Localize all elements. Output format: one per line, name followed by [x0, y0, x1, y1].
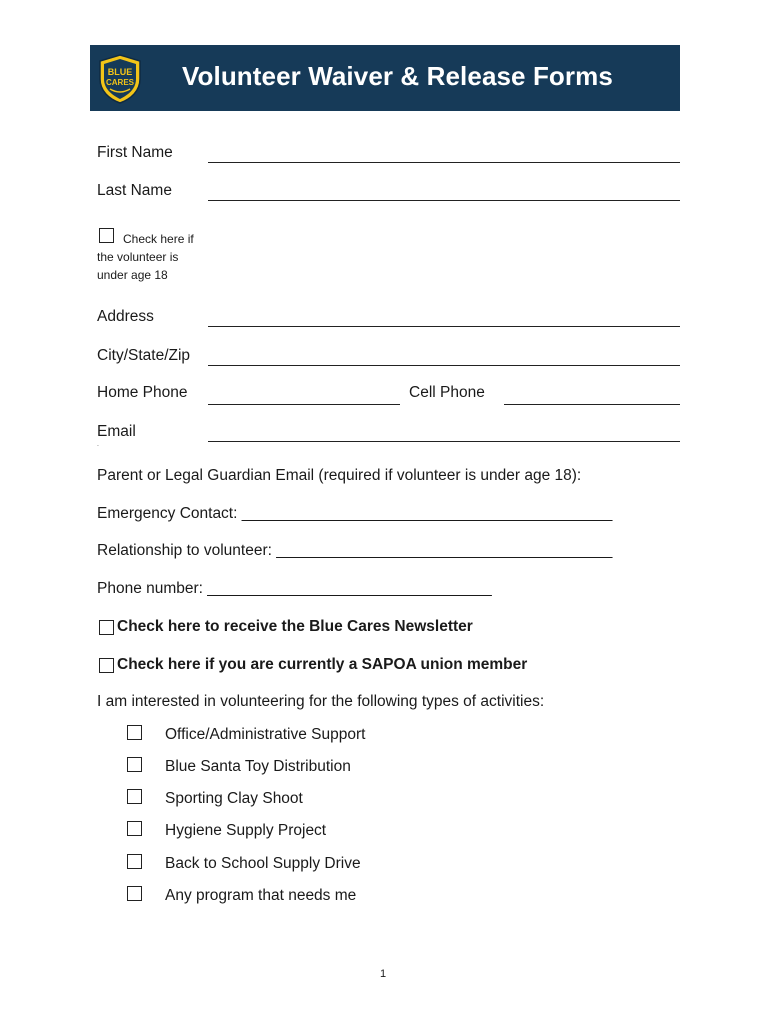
home-phone-field[interactable] [208, 404, 400, 405]
last-name-label: Last Name [97, 182, 172, 199]
activity-checkbox-blue-santa[interactable] [127, 757, 142, 772]
under-18-label-line1: Check here if [123, 232, 194, 246]
relationship-field[interactable]: Relationship to volunteer: _______________________________________ [97, 542, 613, 559]
activity-label-any-program: Any program that needs me [165, 887, 357, 904]
first-name-field[interactable] [208, 162, 680, 163]
page-title: Volunteer Waiver & Release Forms [182, 61, 613, 91]
cell-phone-label: Cell Phone [409, 384, 485, 401]
cell-phone-field[interactable] [504, 404, 680, 405]
activity-checkbox-office[interactable] [127, 725, 142, 740]
address-field[interactable] [208, 326, 680, 327]
activity-label-office: Office/Administrative Support [165, 726, 366, 743]
phone-number-field[interactable]: Phone number: _________________________________ [97, 580, 492, 597]
under-18-label-line3: under age 18 [97, 268, 168, 282]
header-banner [90, 45, 680, 111]
address-label: Address [97, 308, 154, 325]
under-18-checkbox[interactable] [99, 228, 114, 243]
city-state-zip-label: City/State/Zip [97, 347, 191, 364]
city-state-zip-field[interactable] [208, 365, 680, 366]
page-number: 1 [380, 968, 387, 980]
home-phone-label: Home Phone [97, 384, 188, 401]
newsletter-checkbox[interactable] [99, 620, 114, 635]
union-member-checkbox[interactable] [99, 658, 114, 673]
activities-intro: I am interested in volunteering for the following types of activities: [97, 693, 545, 710]
emergency-contact-field[interactable]: Emergency Contact: ___________________________________________ [97, 505, 613, 522]
first-name-label: First Name [97, 144, 173, 161]
under-18-label-line2: the volunteer is [97, 250, 179, 264]
blue-cares-logo [96, 53, 144, 105]
activity-label-clay-shoot: Sporting Clay Shoot [165, 790, 303, 807]
activity-checkbox-school-supply[interactable] [127, 854, 142, 869]
svg-text:BLUE: BLUE [107, 67, 133, 77]
activity-label-hygiene: Hygiene Supply Project [165, 822, 327, 839]
newsletter-label: Check here to receive the Blue Cares Newsletter [117, 618, 473, 635]
activity-label-blue-santa: Blue Santa Toy Distribution [165, 758, 351, 775]
activity-checkbox-any-program[interactable] [127, 886, 142, 901]
activity-checkbox-hygiene[interactable] [127, 821, 142, 836]
email-marker: ˙ [97, 444, 100, 453]
email-label: Email [97, 423, 136, 440]
last-name-field[interactable] [208, 200, 680, 201]
union-member-label: Check here if you are currently a SAPOA union member [117, 656, 528, 673]
svg-text:CARES: CARES [105, 78, 135, 87]
activity-label-school-supply: Back to School Supply Drive [165, 855, 361, 872]
guardian-email-label: Parent or Legal Guardian Email (required if volunteer is under age 18): [97, 467, 582, 484]
activity-checkbox-clay-shoot[interactable] [127, 789, 142, 804]
email-field[interactable] [208, 441, 680, 442]
